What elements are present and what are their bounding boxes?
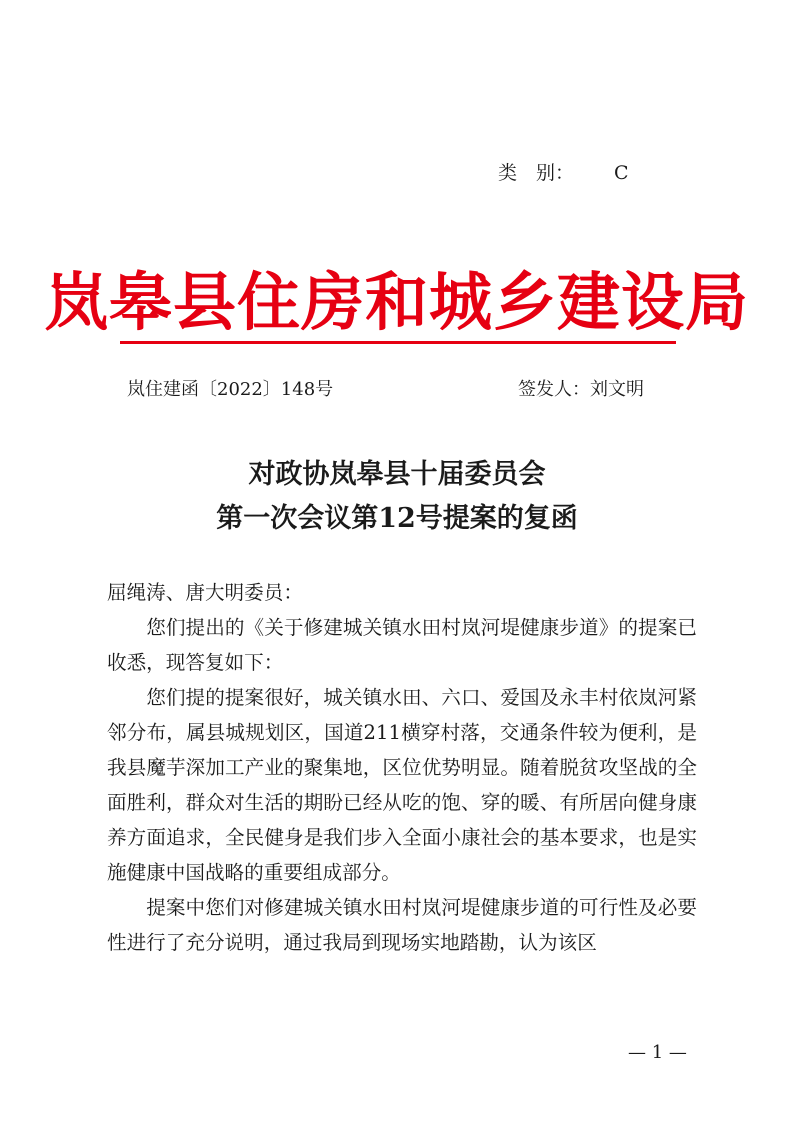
letter-body (107, 575, 697, 960)
salutation: 屈绳涛、唐大明委员： (107, 581, 303, 604)
title-line-2: 第一次会议第12号提案的复函 (216, 503, 578, 534)
organization-name: 岚皋县住房和城乡建设局 (45, 265, 749, 339)
paragraph-2: 您们提的提案很好，城关镇水田、六口、爱国及永丰村依岚河紧邻分布，属县城规划区，国道211横穿村落，交通条件较为便利，是我县魔芋深加工产业的聚集地，区位优势明显。随着脱贫攻坚战的全面胜利，群众对生活的期盼已经从吃的饱、穿的暖、有所居向健身康养方面追求，全民健身是我们步入全面小康社会的基本要求，也是实施健康中国战略的重要组成部分。 (107, 686, 697, 884)
document-number: 岚住建函〔2022〕148号 (127, 379, 334, 400)
signer: 签发人：刘文明 (518, 379, 644, 400)
paragraph-1: 您们提出的《关于修建城关镇水田村岚河堤健康步道》的提案已收悉，现答复如下： (107, 616, 697, 674)
category-value: C (614, 162, 629, 184)
red-divider (120, 341, 676, 344)
title-line-1: 对政协岚皋县十届委员会 (248, 459, 546, 490)
category-label (498, 158, 629, 185)
paragraph-3: 提案中您们对修建城关镇水田村岚河堤健康步道的可行性及必要性进行了充分说明，通过我局到现场实地踏勘，认为该区 (107, 896, 697, 954)
page-number: — 1 — (628, 1042, 687, 1063)
category-key: 类 别： (498, 162, 575, 184)
